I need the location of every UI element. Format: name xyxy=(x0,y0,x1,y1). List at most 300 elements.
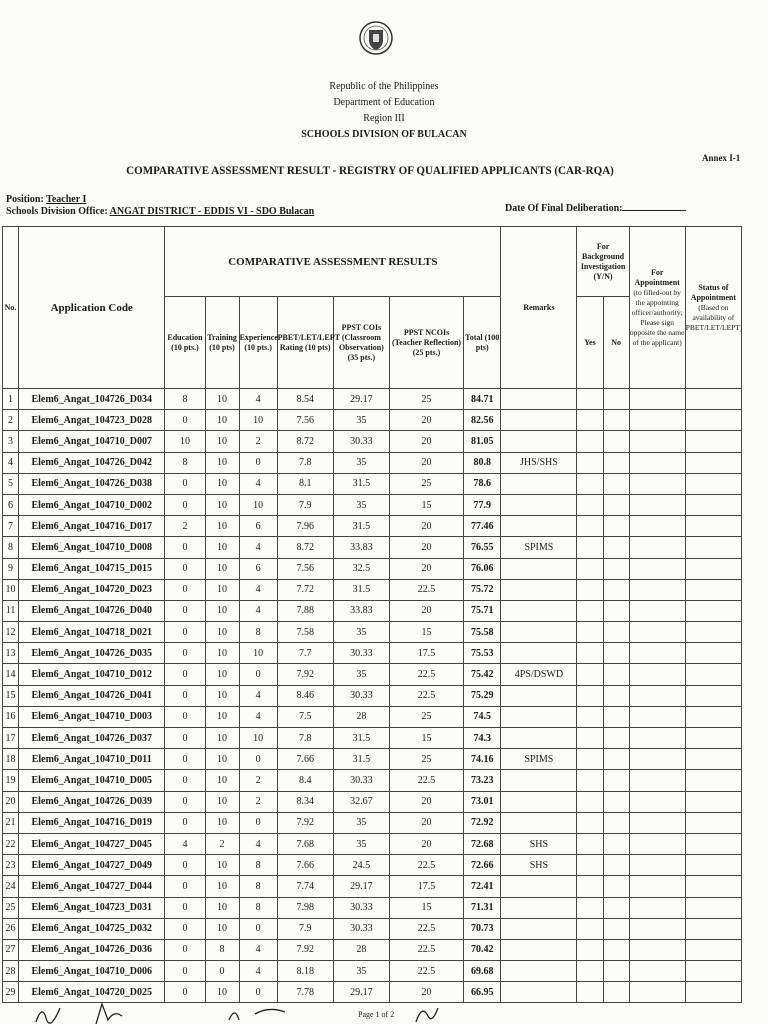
header-country: Republic of the Philippines xyxy=(329,81,439,92)
table-row xyxy=(3,855,742,876)
application-code: Elem6_Angat_104726_D034 xyxy=(19,389,165,410)
coi-score: 29.17 xyxy=(333,389,389,410)
coi-score: 35 xyxy=(333,452,389,473)
bg-no-cell xyxy=(603,579,629,600)
signature-mark xyxy=(88,1000,128,1024)
table-row xyxy=(3,452,742,473)
application-code: Elem6_Angat_104710_D007 xyxy=(19,431,165,452)
row-number: 8 xyxy=(3,537,19,558)
application-code: Elem6_Angat_104710_D003 xyxy=(19,706,165,727)
coi-score: 29.17 xyxy=(333,982,389,1003)
total-score: 75.42 xyxy=(464,664,501,685)
bg-no-cell xyxy=(603,982,629,1003)
bg-no-cell xyxy=(603,494,629,515)
pbet-rating: 8.4 xyxy=(277,770,333,791)
education-score: 0 xyxy=(165,473,205,494)
application-code: Elem6_Angat_104726_D039 xyxy=(19,791,165,812)
experience-score: 10 xyxy=(239,728,277,749)
bg-no-cell xyxy=(603,643,629,664)
training-score: 10 xyxy=(205,389,239,410)
total-score: 84.71 xyxy=(464,389,501,410)
total-score: 76.06 xyxy=(464,558,501,579)
col-header-remarks: Remarks xyxy=(501,227,577,389)
application-code: Elem6_Angat_104710_D008 xyxy=(19,537,165,558)
remarks-cell xyxy=(501,410,577,431)
application-code: Elem6_Angat_104710_D005 xyxy=(19,770,165,791)
remarks-cell xyxy=(501,897,577,918)
experience-score: 6 xyxy=(239,516,277,537)
remarks-cell xyxy=(501,706,577,727)
row-number: 27 xyxy=(3,939,19,960)
bg-no-cell xyxy=(603,431,629,452)
signature-mark xyxy=(225,1000,295,1024)
application-code: Elem6_Angat_104723_D031 xyxy=(19,897,165,918)
pbet-rating: 7.58 xyxy=(277,622,333,643)
pbet-rating: 7.92 xyxy=(277,664,333,685)
experience-score: 4 xyxy=(239,579,277,600)
col-header-total: Total (100 pts) xyxy=(464,297,501,389)
pbet-rating: 7.8 xyxy=(277,728,333,749)
bg-yes-cell xyxy=(577,918,603,939)
ncoi-score: 17.5 xyxy=(389,643,463,664)
table-row xyxy=(3,918,742,939)
ncoi-score: 22.5 xyxy=(389,770,463,791)
coi-score: 30.33 xyxy=(333,431,389,452)
row-number: 2 xyxy=(3,410,19,431)
ncoi-score: 22.5 xyxy=(389,939,463,960)
table-row xyxy=(3,516,742,537)
table-row xyxy=(3,791,742,812)
table-body xyxy=(3,389,742,1003)
bg-no-cell xyxy=(603,473,629,494)
col-header-yes: Yes xyxy=(577,297,603,389)
education-score: 0 xyxy=(165,918,205,939)
status-cell xyxy=(685,473,741,494)
total-score: 81.05 xyxy=(464,431,501,452)
training-score: 10 xyxy=(205,791,239,812)
training-score: 10 xyxy=(205,812,239,833)
header-region: Region III xyxy=(363,113,405,124)
ncoi-score: 20 xyxy=(389,600,463,621)
row-number: 9 xyxy=(3,558,19,579)
remarks-cell xyxy=(501,961,577,982)
appointment-cell xyxy=(629,622,685,643)
bg-no-cell xyxy=(603,812,629,833)
total-score: 82.56 xyxy=(464,410,501,431)
experience-score: 4 xyxy=(239,473,277,494)
experience-score: 0 xyxy=(239,812,277,833)
bg-no-cell xyxy=(603,770,629,791)
status-cell xyxy=(685,537,741,558)
total-score: 75.71 xyxy=(464,600,501,621)
coi-score: 31.5 xyxy=(333,516,389,537)
training-score: 8 xyxy=(205,939,239,960)
application-code: Elem6_Angat_104725_D032 xyxy=(19,918,165,939)
bg-yes-cell xyxy=(577,579,603,600)
row-number: 22 xyxy=(3,833,19,854)
appointment-cell xyxy=(629,389,685,410)
appointment-cell xyxy=(629,579,685,600)
coi-score: 35 xyxy=(333,812,389,833)
appointment-cell xyxy=(629,918,685,939)
education-score: 0 xyxy=(165,812,205,833)
total-score: 72.68 xyxy=(464,833,501,854)
status-cell xyxy=(685,897,741,918)
status-cell xyxy=(685,389,741,410)
education-score: 0 xyxy=(165,643,205,664)
total-score: 71.31 xyxy=(464,897,501,918)
row-number: 3 xyxy=(3,431,19,452)
education-score: 0 xyxy=(165,685,205,706)
page-number: Page 1 of 2 xyxy=(358,1010,395,1019)
ncoi-score: 20 xyxy=(389,516,463,537)
row-number: 10 xyxy=(3,579,19,600)
table-row xyxy=(3,728,742,749)
bg-yes-cell xyxy=(577,622,603,643)
coi-score: 31.5 xyxy=(333,473,389,494)
table-row xyxy=(3,939,742,960)
coi-score: 31.5 xyxy=(333,728,389,749)
ncoi-score: 15 xyxy=(389,728,463,749)
bg-yes-cell xyxy=(577,939,603,960)
bg-yes-cell xyxy=(577,473,603,494)
coi-score: 35 xyxy=(333,664,389,685)
education-score: 0 xyxy=(165,982,205,1003)
bg-yes-cell xyxy=(577,728,603,749)
table-row xyxy=(3,749,742,770)
appointment-cell xyxy=(629,855,685,876)
row-number: 24 xyxy=(3,876,19,897)
total-score: 70.73 xyxy=(464,918,501,939)
pbet-rating: 7.78 xyxy=(277,982,333,1003)
experience-score: 0 xyxy=(239,918,277,939)
education-score: 0 xyxy=(165,664,205,685)
total-score: 77.46 xyxy=(464,516,501,537)
bg-yes-cell xyxy=(577,389,603,410)
remarks-cell xyxy=(501,918,577,939)
bg-yes-cell xyxy=(577,876,603,897)
row-number: 21 xyxy=(3,812,19,833)
signature-mark xyxy=(30,1000,70,1024)
experience-score: 2 xyxy=(239,770,277,791)
appointment-cell xyxy=(629,982,685,1003)
application-code: Elem6_Angat_104726_D037 xyxy=(19,728,165,749)
training-score: 10 xyxy=(205,410,239,431)
status-cell xyxy=(685,855,741,876)
total-score: 73.01 xyxy=(464,791,501,812)
experience-score: 10 xyxy=(239,494,277,515)
application-code: Elem6_Angat_104726_D040 xyxy=(19,600,165,621)
ncoi-score: 20 xyxy=(389,982,463,1003)
remarks-cell: JHS/SHS xyxy=(501,452,577,473)
remarks-cell: SHS xyxy=(501,833,577,854)
remarks-cell: SPIMS xyxy=(501,749,577,770)
education-score: 0 xyxy=(165,961,205,982)
training-score: 10 xyxy=(205,685,239,706)
deped-seal-icon xyxy=(358,20,394,74)
remarks-cell xyxy=(501,473,577,494)
sdo-label: Schools Division Office: xyxy=(6,206,108,217)
bg-yes-cell xyxy=(577,685,603,706)
date-label: Date Of Final Deliberation: xyxy=(505,203,623,214)
bg-yes-cell xyxy=(577,897,603,918)
pbet-rating: 7.88 xyxy=(277,600,333,621)
remarks-cell xyxy=(501,982,577,1003)
training-score: 0 xyxy=(205,961,239,982)
remarks-cell xyxy=(501,516,577,537)
total-score: 70.42 xyxy=(464,939,501,960)
application-code: Elem6_Angat_104716_D017 xyxy=(19,516,165,537)
date-line xyxy=(505,201,686,214)
bg-yes-cell xyxy=(577,431,603,452)
bg-no-cell xyxy=(603,961,629,982)
experience-score: 0 xyxy=(239,664,277,685)
appointment-cell xyxy=(629,600,685,621)
ncoi-score: 22.5 xyxy=(389,579,463,600)
remarks-cell xyxy=(501,558,577,579)
table-row xyxy=(3,494,742,515)
bg-no-cell xyxy=(603,389,629,410)
application-code: Elem6_Angat_104727_D044 xyxy=(19,876,165,897)
education-score: 0 xyxy=(165,410,205,431)
col-header-status xyxy=(685,227,741,389)
appointment-cell xyxy=(629,431,685,452)
remarks-cell xyxy=(501,728,577,749)
bg-yes-cell xyxy=(577,516,603,537)
experience-score: 4 xyxy=(239,389,277,410)
row-number: 23 xyxy=(3,855,19,876)
ncoi-score: 25 xyxy=(389,706,463,727)
table-row xyxy=(3,664,742,685)
application-code: Elem6_Angat_104716_D019 xyxy=(19,812,165,833)
experience-score: 8 xyxy=(239,622,277,643)
education-score: 8 xyxy=(165,452,205,473)
remarks-cell xyxy=(501,600,577,621)
remarks-cell: SHS xyxy=(501,855,577,876)
application-code: Elem6_Angat_104726_D042 xyxy=(19,452,165,473)
education-score: 0 xyxy=(165,770,205,791)
ncoi-score: 15 xyxy=(389,494,463,515)
ncoi-score: 20 xyxy=(389,558,463,579)
position-line xyxy=(6,194,86,205)
appointment-cell xyxy=(629,685,685,706)
training-score: 10 xyxy=(205,452,239,473)
ncoi-score: 20 xyxy=(389,537,463,558)
status-cell xyxy=(685,494,741,515)
row-number: 18 xyxy=(3,749,19,770)
table-row xyxy=(3,897,742,918)
education-score: 0 xyxy=(165,728,205,749)
ncoi-score: 15 xyxy=(389,622,463,643)
application-code: Elem6_Angat_104710_D011 xyxy=(19,749,165,770)
col-header-car: COMPARATIVE ASSESSMENT RESULTS xyxy=(165,227,501,297)
education-score: 0 xyxy=(165,537,205,558)
ncoi-score: 20 xyxy=(389,812,463,833)
pbet-rating: 7.96 xyxy=(277,516,333,537)
row-number: 12 xyxy=(3,622,19,643)
training-score: 10 xyxy=(205,494,239,515)
bg-yes-cell xyxy=(577,643,603,664)
pbet-rating: 7.92 xyxy=(277,939,333,960)
total-score: 74.3 xyxy=(464,728,501,749)
coi-score: 30.33 xyxy=(333,770,389,791)
education-score: 10 xyxy=(165,431,205,452)
bg-yes-cell xyxy=(577,664,603,685)
experience-score: 4 xyxy=(239,706,277,727)
appointment-cell xyxy=(629,452,685,473)
pbet-rating: 8.54 xyxy=(277,389,333,410)
bg-no-cell xyxy=(603,728,629,749)
appointment-cell xyxy=(629,643,685,664)
training-score: 10 xyxy=(205,579,239,600)
application-code: Elem6_Angat_104726_D036 xyxy=(19,939,165,960)
bg-yes-cell xyxy=(577,494,603,515)
col-header-appointment xyxy=(629,227,685,389)
ncoi-score: 22.5 xyxy=(389,961,463,982)
pbet-rating: 7.72 xyxy=(277,579,333,600)
training-score: 10 xyxy=(205,473,239,494)
training-score: 10 xyxy=(205,982,239,1003)
education-score: 0 xyxy=(165,579,205,600)
application-code: Elem6_Angat_104710_D012 xyxy=(19,664,165,685)
total-score: 78.6 xyxy=(464,473,501,494)
application-code: Elem6_Angat_104727_D049 xyxy=(19,855,165,876)
col-header-no: No. xyxy=(3,227,19,389)
status-cell xyxy=(685,833,741,854)
pbet-rating: 7.74 xyxy=(277,876,333,897)
application-code: Elem6_Angat_104718_D021 xyxy=(19,622,165,643)
table-row xyxy=(3,389,742,410)
total-score: 75.58 xyxy=(464,622,501,643)
application-code: Elem6_Angat_104726_D038 xyxy=(19,473,165,494)
training-score: 10 xyxy=(205,600,239,621)
total-score: 75.72 xyxy=(464,579,501,600)
appointment-cell xyxy=(629,897,685,918)
coi-score: 35 xyxy=(333,622,389,643)
table-row xyxy=(3,410,742,431)
coi-score: 33.83 xyxy=(333,537,389,558)
table-row xyxy=(3,706,742,727)
bg-yes-cell xyxy=(577,855,603,876)
row-number: 28 xyxy=(3,961,19,982)
pbet-rating: 7.66 xyxy=(277,855,333,876)
appointment-cell xyxy=(629,473,685,494)
experience-score: 8 xyxy=(239,855,277,876)
bg-yes-cell xyxy=(577,452,603,473)
total-score: 66.95 xyxy=(464,982,501,1003)
ncoi-score: 22.5 xyxy=(389,855,463,876)
remarks-cell xyxy=(501,685,577,706)
training-score: 10 xyxy=(205,749,239,770)
row-number: 1 xyxy=(3,389,19,410)
coi-score: 32.67 xyxy=(333,791,389,812)
status-cell xyxy=(685,939,741,960)
col-header-coi: PPST COIs (Classroom Observation) (35 pts.) xyxy=(333,297,389,389)
education-score: 0 xyxy=(165,600,205,621)
pbet-rating: 7.92 xyxy=(277,812,333,833)
coi-score: 30.33 xyxy=(333,643,389,664)
pbet-rating: 7.56 xyxy=(277,558,333,579)
col-header-experience: Experience (10 pts.) xyxy=(239,297,277,389)
pbet-rating: 7.56 xyxy=(277,410,333,431)
status-cell xyxy=(685,431,741,452)
bg-no-cell xyxy=(603,410,629,431)
ncoi-score: 22.5 xyxy=(389,685,463,706)
total-score: 74.5 xyxy=(464,706,501,727)
total-score: 75.29 xyxy=(464,685,501,706)
appointment-cell xyxy=(629,770,685,791)
coi-score: 35 xyxy=(333,410,389,431)
status-sub: (Based on availability of PBET/LET/LEPT) xyxy=(685,302,743,332)
bg-no-cell xyxy=(603,452,629,473)
status-cell xyxy=(685,791,741,812)
training-score: 10 xyxy=(205,431,239,452)
appointment-sub: (to filled-out by the appointing officer/authority; Please sign opposite the name of the applicant) xyxy=(629,287,685,347)
bg-no-cell xyxy=(603,897,629,918)
coi-score: 35 xyxy=(333,494,389,515)
total-score: 69.68 xyxy=(464,961,501,982)
bg-no-cell xyxy=(603,876,629,897)
training-score: 10 xyxy=(205,537,239,558)
pbet-rating: 7.9 xyxy=(277,494,333,515)
status-cell xyxy=(685,516,741,537)
row-number: 20 xyxy=(3,791,19,812)
coi-score: 28 xyxy=(333,939,389,960)
ncoi-score: 20 xyxy=(389,431,463,452)
application-code: Elem6_Angat_104720_D025 xyxy=(19,982,165,1003)
ncoi-score: 22.5 xyxy=(389,664,463,685)
education-score: 4 xyxy=(165,833,205,854)
col-header-ncoi: PPST NCOIs (Teacher Reflection) (25 pts.) xyxy=(389,297,463,389)
status-cell xyxy=(685,918,741,939)
application-code: Elem6_Angat_104720_D023 xyxy=(19,579,165,600)
training-score: 10 xyxy=(205,855,239,876)
bg-no-cell xyxy=(603,749,629,770)
appointment-cell xyxy=(629,833,685,854)
ncoi-score: 15 xyxy=(389,897,463,918)
training-score: 2 xyxy=(205,833,239,854)
table-row xyxy=(3,833,742,854)
col-header-pbet: PBET/LET/LEPT Rating (10 pts) xyxy=(277,297,333,389)
pbet-rating: 7.66 xyxy=(277,749,333,770)
position-label: Position: xyxy=(6,194,44,205)
status-cell xyxy=(685,664,741,685)
appointment-cell xyxy=(629,728,685,749)
remarks-cell xyxy=(501,939,577,960)
table-row xyxy=(3,600,742,621)
appointment-cell xyxy=(629,537,685,558)
sdo-line xyxy=(6,206,314,217)
status-cell xyxy=(685,452,741,473)
col-header-code: Application Code xyxy=(19,227,165,389)
ncoi-score: 17.5 xyxy=(389,876,463,897)
header-department: Department of Education xyxy=(333,97,435,108)
application-code: Elem6_Angat_104715_D015 xyxy=(19,558,165,579)
education-score: 0 xyxy=(165,791,205,812)
education-score: 0 xyxy=(165,855,205,876)
status-cell xyxy=(685,982,741,1003)
col-header-no-bg: No xyxy=(603,297,629,389)
bg-yes-cell xyxy=(577,749,603,770)
status-cell xyxy=(685,685,741,706)
education-score: 8 xyxy=(165,389,205,410)
ncoi-score: 20 xyxy=(389,833,463,854)
row-number: 17 xyxy=(3,728,19,749)
bg-yes-cell xyxy=(577,982,603,1003)
training-score: 10 xyxy=(205,918,239,939)
date-blank xyxy=(622,201,686,211)
row-number: 14 xyxy=(3,664,19,685)
